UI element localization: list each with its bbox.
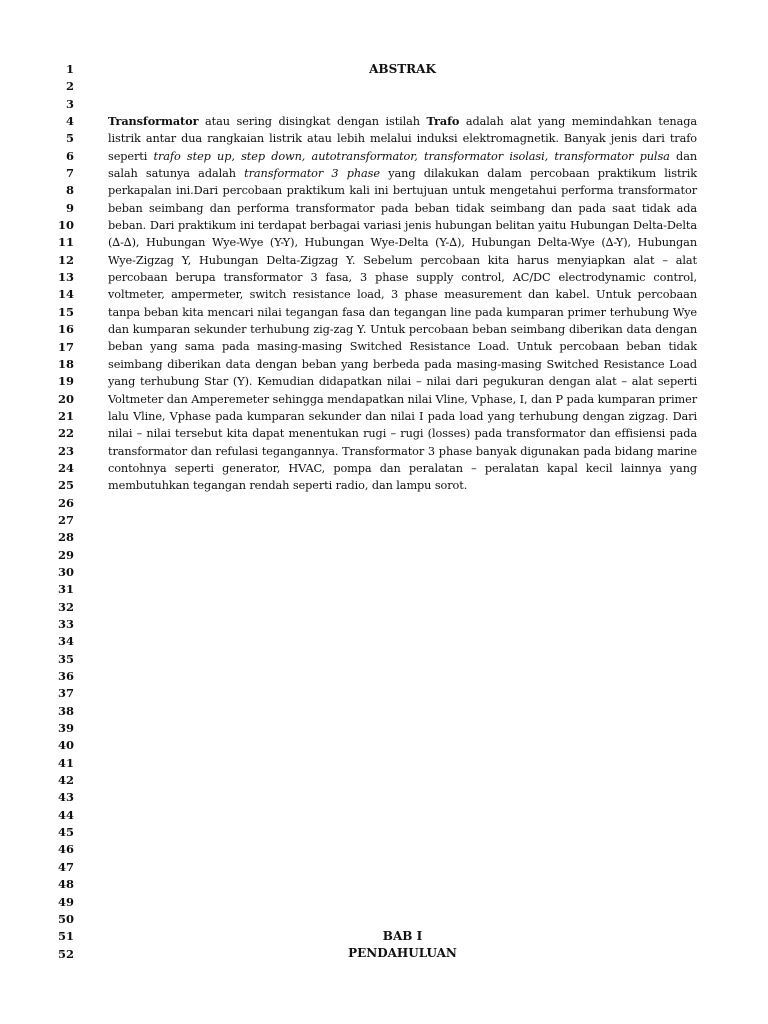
line-number: 21 (57, 408, 74, 423)
line-number: 41 (57, 755, 74, 770)
line-number: 27 (57, 512, 74, 527)
line-number: 16 (57, 322, 74, 337)
line-number-gutter (40, 61, 74, 963)
line-number: 11 (57, 235, 74, 250)
line-number: 20 (57, 391, 74, 406)
line-number: 18 (57, 356, 74, 371)
abstract-text-4: yang dilakukan dalam percobaan praktikum listrik perkapalan ini.Dari percobaan praktikum kali ini bertujuan untuk mengetahui performa transformator beban seimbang dan performa transformator pada beban tidak seimbang dan pada saat tidak ada beban. Dari praktikum ini terdapat berbagai variasi jenis hubungan belitan yaitu Hubungan Delta-Delta (∆-∆), Hubungan Wye-Wye (Y-Y), Hubungan Wye-Delta (Y-∆), Hubungan Delta-Wye (∆-Y), Hubungan Wye-Zigzag Y, Hubungan Delta-Zigzag Y. Sebelum percobaan kita harus menyiapkan alat – alat percobaan berupa transformator 3 fasa, 3 phase supply control, AC/DC electrodynamic control, voltmeter, ampermeter, switch resistance load, 3 phase measurement dan kabel. Untuk percobaan tanpa beban kita mencari nilai tegangan fasa dan tegangan line pada kumparan primer terhubung Wye dan kumparan sekunder terhubung zig-zag Y. Untuk percobaan beban seimbang diberikan data dengan beban yang sama pada masing-masing Switched Resistance Load. Untuk percobaan beban tidak seimbang diberikan data dengan beban yang berbeda pada masing-masing Switched Resistance Load yang terhubung Star (Y). Kemudian didapatkan nilai – nilai dari pegukuran dengan alat – alat seperti Voltmeter dan Amperemeter sehingga mendapatkan nilai Vline, Vphase, I, dan P pada kumparan primer lalu Vline, Vphase pada kumparan sekunder dan nilai I pada load yang terhubung dengan zigzag. Dari nilai – nilai tersebut kita dapat menentukan rugi – rugi (losses) pada transformator dan effisiensi pada transformator dan refulasi tegangannya. Transformator 3 phase banyak digunakan pada bidang marine contohnya seperti generator, HVAC, pompa dan peralatan – peralatan kapal kecil lainnya yang membutuhkan tegangan rendah seperti radio, dan lampu sorot. (108, 167, 697, 493)
abstract-text-3: dan salah satunya adalah (108, 149, 698, 181)
line-number: 3 (65, 96, 74, 111)
abstract-text-1: atau sering disingkat dengan istilah (198, 115, 427, 128)
line-number: 5 (65, 131, 74, 146)
line-number: 9 (65, 200, 74, 215)
line-number: 22 (57, 426, 74, 441)
line-number: 15 (57, 304, 74, 319)
line-number: 47 (57, 859, 74, 874)
line-number: 51 (57, 929, 74, 944)
line-number: 10 (57, 218, 74, 233)
line-number: 32 (57, 599, 74, 614)
line-number: 8 (65, 183, 74, 198)
line-number: 34 (57, 634, 74, 649)
line-number: 48 (57, 877, 74, 892)
line-number: 19 (57, 374, 74, 389)
line-number: 36 (57, 669, 74, 684)
line-number: 14 (57, 287, 74, 302)
line-number: 44 (57, 807, 74, 822)
line-number: 45 (57, 825, 74, 840)
line-number: 52 (57, 946, 74, 961)
line-number: 2 (65, 79, 74, 94)
line-number: 12 (57, 252, 74, 267)
line-number: 24 (57, 460, 74, 475)
line-number: 50 (57, 911, 74, 926)
line-number: 30 (57, 564, 74, 579)
line-number: 40 (57, 738, 74, 753)
line-number: 31 (57, 582, 74, 597)
line-number: 29 (57, 547, 74, 562)
line-number: 28 (57, 530, 74, 545)
abstract-body (108, 113, 697, 495)
line-number: 7 (65, 166, 74, 181)
line-number: 17 (57, 339, 74, 354)
abstract-text-2: adalah alat yang memindahkan tenaga listrik antar dua rangkaian listrik atau lebih melalui induksi elektromagnetik. Banyak jenis dari trafo seperti (108, 115, 697, 163)
italic-transformator-3-phase: transformator 3 phase (244, 167, 380, 181)
abstract-title: ABSTRAK (369, 62, 436, 76)
line-number: 42 (57, 773, 74, 788)
line-number: 6 (65, 148, 74, 163)
line-number: 39 (57, 721, 74, 736)
line-number: 33 (57, 617, 74, 631)
line-number: 38 (57, 703, 74, 718)
chapter-subtitle: PENDAHULUAN (348, 946, 457, 960)
line-number: 49 (57, 894, 74, 909)
line-number: 1 (65, 62, 74, 76)
line-number: 23 (57, 443, 74, 458)
line-number: 25 (57, 478, 74, 493)
line-number: 4 (65, 114, 74, 129)
term-transformator: Transformator (108, 114, 199, 128)
italic-trafo-types: trafo step up, step down, autotransformator, transformator isolasi, transformator pulsa (153, 149, 670, 163)
line-number: 43 (57, 790, 74, 805)
line-number: 46 (57, 842, 74, 857)
term-trafo: Trafo (426, 114, 460, 128)
line-number: 13 (57, 270, 74, 285)
line-number: 26 (57, 495, 74, 510)
line-number: 37 (57, 686, 74, 701)
chapter-title: BAB I (382, 929, 423, 943)
line-number: 35 (57, 651, 74, 666)
